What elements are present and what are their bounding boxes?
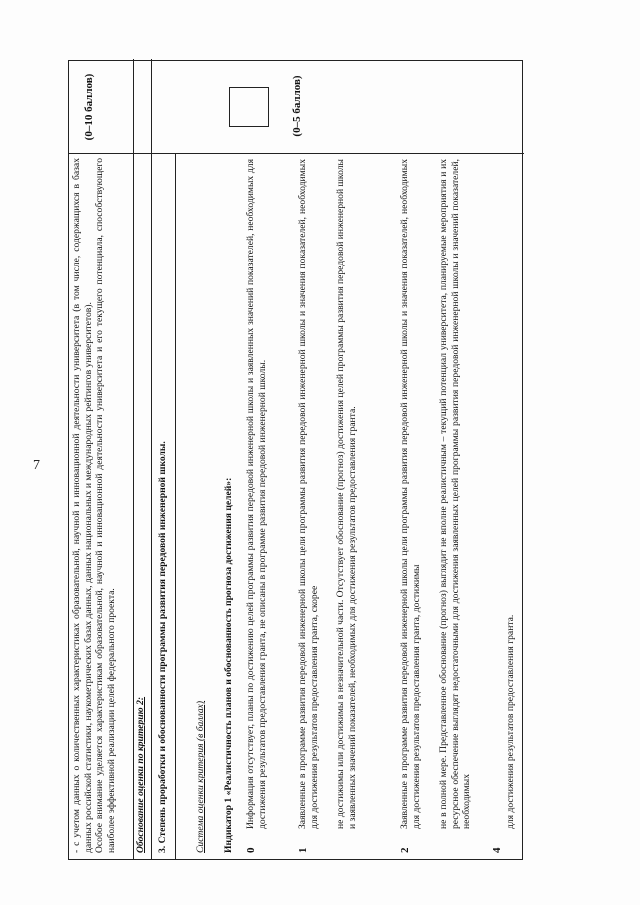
criterion3-title: 3. Степень проработки и обоснованности программы развития передовой инженерной школы. [157, 441, 168, 853]
row-divider [133, 59, 134, 859]
level-number: 1 [297, 847, 309, 853]
row-divider [175, 154, 176, 859]
level-text: для достижения результатов предоставления гранта. [505, 614, 516, 829]
rotated-table [68, 60, 523, 860]
criterion2-text [71, 158, 133, 853]
level-number: 0 [245, 847, 257, 853]
level-text-continued: не в полной мере. Представленное обоснование (прогноз) выглядит не вполне реалистичным – текущий потенциал университета, планируемые мероприятия и их ресурсное обеспечение выглядят недостаточными для достижения заявленных целей программы развития передовой инженерной школы и значений показателей, необходимых [438, 159, 472, 829]
criterion2-line: - с учетом данных о количественных характеристиках образовательной, научной и инновационной деятельности университета (в том числе, содержащихся в базах данных российской статистики, наукометрических базах данных, данных национальных и международных рейтингов университетов). [71, 158, 94, 853]
level-text: Заявленные в программе развития передовой инженерной школы цели программы развития передовой инженерной школы и значения показателей, необходимых для достижения результатов предоставления гранта, скорее [297, 159, 320, 829]
criterion2-score-range: (0–10 баллов) [83, 73, 95, 141]
criterion2-line: Особое внимание уделяется характеристикам образовательной, научной и инновационной деятельности университета и его текущего потенциала, способствующего наиболее эффективной реализации целей федерального проекта. [94, 158, 117, 853]
level-text-continued: не достижимы или достижимы в незначительной части. Отсутствует обоснование (прогноз) достижения целей программы развития передовой инженерной школы и заявленных значений показателей, необходимых для достижения результатов предоставления гранта. [335, 159, 358, 829]
level-text: Заявленные в программе развития передовой инженерной школы цели программы развития передовой инженерной школы и значения показателей, необходимых для достижения результатов предоставления гранта, достижимы [399, 159, 422, 829]
criteria-table [68, 60, 523, 860]
level-number: 4 [491, 847, 503, 853]
system-label: Система оценки критерия (в баллах) [195, 700, 206, 853]
indicator-title: Индикатор 1 «Реалистичность планов и обоснованность прогноза достижения целей»: [223, 477, 234, 853]
row-divider [151, 59, 152, 859]
column-divider [151, 153, 524, 154]
column-divider [69, 153, 151, 154]
level-text: Информация отсутствует, планы по достижению целей программы развития передовой инженерной школы и заявленных значений показателей, необходимых для достижения результатов предоставления гранта, не описаны в программе развития передовой инженерной школы. [245, 159, 268, 829]
criterion3-score-range: (0–5 баллов) [291, 75, 303, 137]
justification-label: Обоснование оценки по критерию 2: [135, 696, 146, 853]
score-input-box[interactable] [229, 87, 269, 127]
page-number: 7 [33, 458, 40, 473]
level-number: 2 [399, 847, 411, 853]
